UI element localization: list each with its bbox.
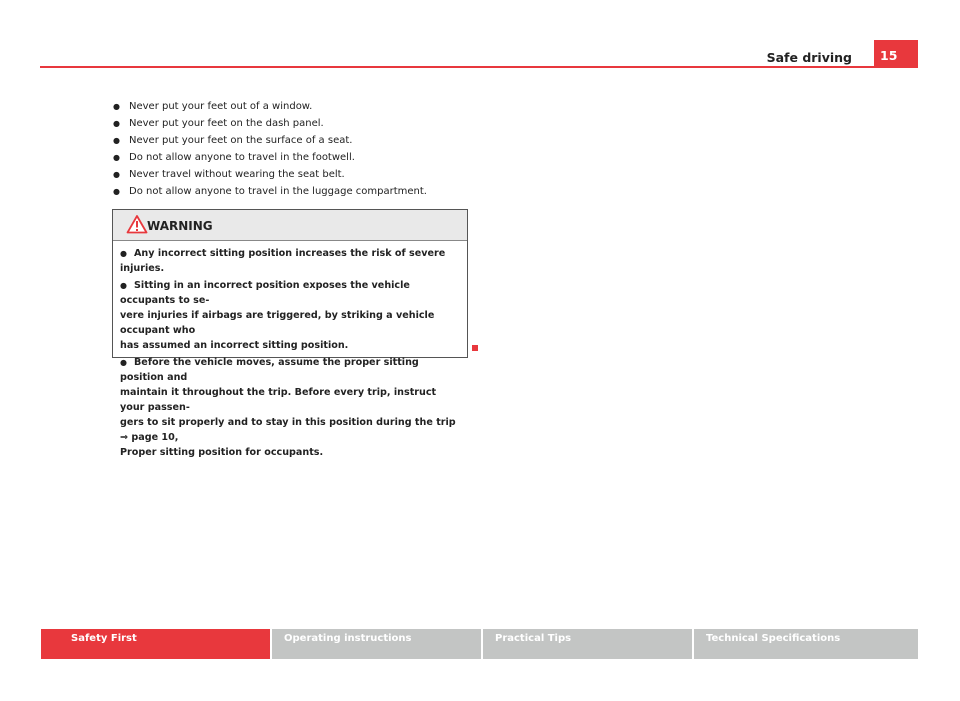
warning-title: WARNING [147, 219, 213, 233]
warning-item: ● Any incorrect sitting position increases the risk of severe injuries. [120, 248, 446, 274]
warning-box [112, 209, 468, 458]
bullet-list [113, 98, 493, 200]
list-item: ● Never put your feet out of a window. [113, 98, 493, 115]
warning-body [113, 241, 467, 460]
footer-nav [41, 629, 918, 659]
warning-header [113, 210, 467, 241]
list-item: ● Do not allow anyone to travel in the luggage compartment. [113, 183, 493, 200]
list-item: ● Never put your feet on the dash panel. [113, 115, 493, 132]
tab-technical-specifications[interactable]: Technical Specifications [694, 629, 918, 659]
tab-operating-instructions[interactable]: Operating instructions [272, 629, 481, 659]
list-item: ● Never travel without wearing the seat belt. [113, 166, 493, 183]
warning-item: ● Before the vehicle moves, assume the proper sitting position and maintain it throughout the trip. Before every trip, instruct your passen- gers to sit properly and to stay in this position during the trip ⇒ page 10, Proper sitting position for occupants. [120, 357, 456, 458]
warning-triangle-icon [126, 214, 148, 234]
list-item: ● Do not allow anyone to travel in the footwell. [113, 149, 493, 166]
warning-item: ● Sitting in an incorrect position exposes the vehicle occupants to se- vere injuries if airbags are triggered, by striking a vehicle occupant who has assumed an incorrect sitting position. [120, 280, 435, 351]
section-end-marker [472, 345, 478, 351]
header-divider [40, 66, 918, 68]
section-title: Safe driving [766, 50, 852, 65]
page-number: 15 [874, 40, 918, 68]
list-item: ● Never put your feet on the surface of a seat. [113, 132, 493, 149]
tab-practical-tips[interactable]: Practical Tips [483, 629, 692, 659]
tab-safety-first[interactable]: Safety First [41, 629, 270, 659]
